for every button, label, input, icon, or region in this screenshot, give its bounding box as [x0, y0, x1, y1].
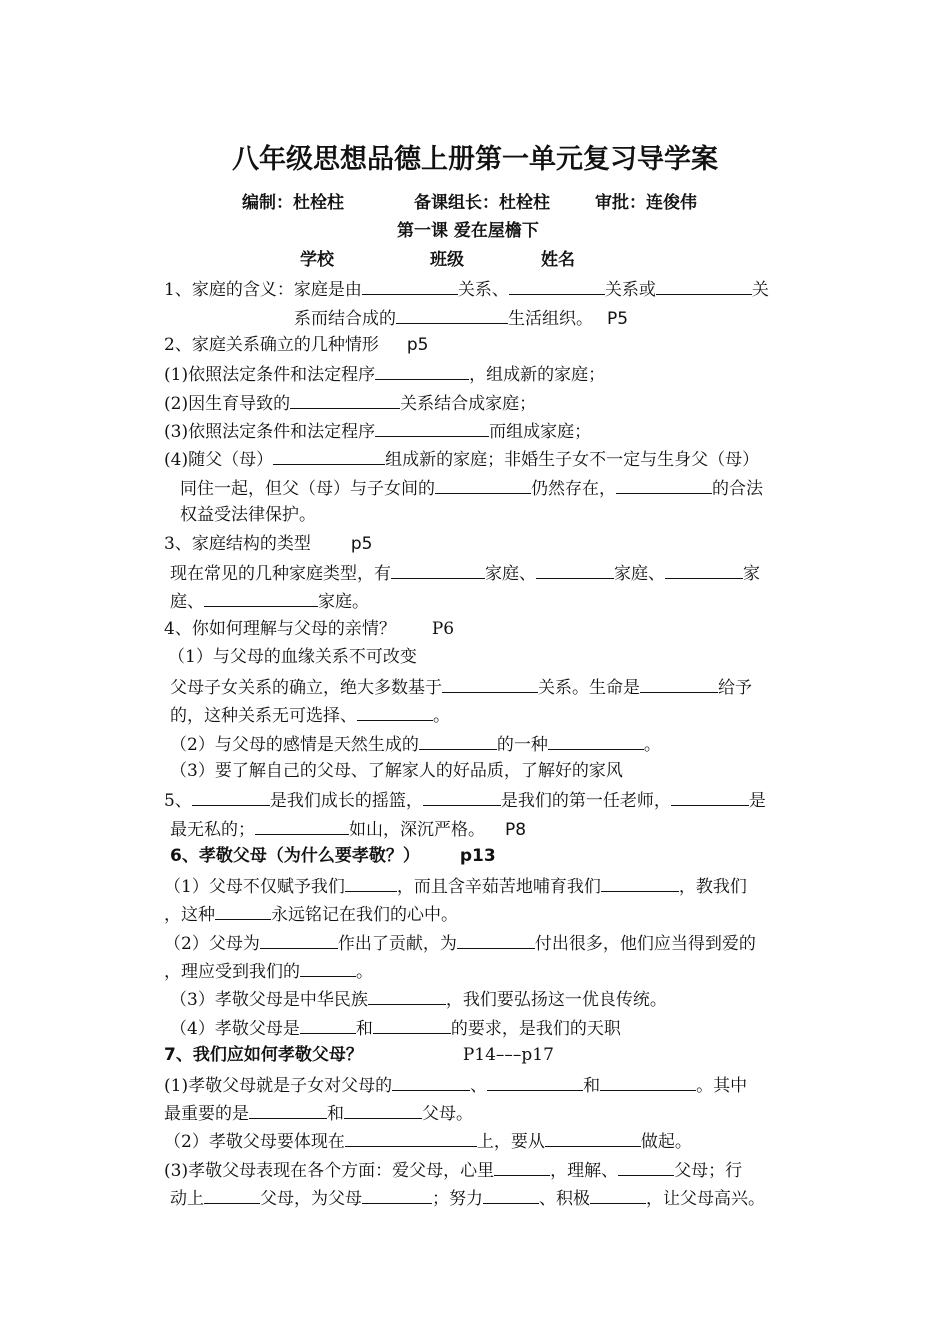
blank[interactable]	[391, 561, 485, 579]
q7-item3-line2: 动上 父母，为父母 ；努力 、积极 ，让父母高兴。	[170, 1186, 765, 1210]
blank[interactable]	[536, 561, 614, 579]
blank[interactable]	[290, 391, 400, 409]
q2-item1: (1)依照法定条件和法定程序 ，组成新的家庭；	[164, 362, 605, 386]
author-approver: 审批：连俊伟	[595, 193, 697, 213]
blank[interactable]	[373, 1016, 451, 1034]
blank[interactable]	[618, 1158, 674, 1176]
blank[interactable]	[419, 732, 497, 750]
blank[interactable]	[204, 589, 318, 607]
q3-line2: 庭、 家庭。	[170, 589, 369, 613]
blank[interactable]	[442, 675, 538, 693]
blank[interactable]	[435, 476, 531, 494]
q1-line1: 1、家庭的含义：家庭是由 关系、 关系或 关	[164, 277, 769, 301]
q2-item4-line3: 权益受法律保护。	[180, 505, 316, 525]
blank[interactable]	[344, 1101, 422, 1119]
blank[interactable]	[204, 1186, 260, 1204]
q5-line1: 5、 是我们成长的摇篮， 是我们的第一任老师， 是	[164, 788, 766, 812]
q3-heading: 3、家庭结构的类型 p5	[164, 534, 373, 554]
author-editor: 编制：杜栓柱	[242, 193, 344, 213]
blank[interactable]	[300, 959, 356, 977]
q2-item3: (3)依照法定条件和法定程序 而组成家庭；	[164, 419, 591, 443]
q6-item4: （4）孝敬父母是 和 的要求，是我们的天职	[170, 1016, 621, 1040]
blank[interactable]	[509, 277, 605, 295]
blank[interactable]	[396, 306, 508, 324]
blank[interactable]	[548, 732, 644, 750]
blank[interactable]	[345, 874, 397, 892]
blank[interactable]	[545, 1129, 641, 1147]
blank[interactable]	[362, 277, 458, 295]
blank[interactable]	[616, 476, 712, 494]
blank[interactable]	[215, 902, 271, 920]
blank[interactable]	[487, 1073, 583, 1091]
q4-sub1-line2: 的，这种关系无可选择、 。	[170, 703, 450, 727]
q7-item3-line1: (3)孝敬父母表现在各个方面：爱父母，心里 ，理解、 父母；行	[164, 1158, 742, 1182]
blank[interactable]	[249, 1101, 327, 1119]
q4-sub1: （1）与父母的血缘关系不可改变	[168, 647, 417, 667]
blank[interactable]	[357, 703, 433, 721]
q2-item4-line1: (4)随父（母） 组成新的家庭；非婚生子女不一定与生身父（母）	[164, 447, 759, 471]
blank[interactable]	[362, 1186, 432, 1204]
q6-item1-line1: （1）父母不仅赋予我们 ，而且含辛茹苦地哺育我们 ，教我们	[164, 874, 747, 898]
blank[interactable]	[375, 362, 469, 380]
q4-heading: 4、你如何理解与父母的亲情？ P6	[164, 619, 455, 639]
blank[interactable]	[273, 447, 385, 465]
q6-item3: （3）孝敬父母是中华民族 ，我们要弘扬这一优良传统。	[170, 987, 667, 1011]
q6-item2-line2: ，理应受到我们的 。	[164, 959, 373, 983]
q2-item4-line2: 同住一起，但父（母）与子女间的 仍然存在， 的合法	[180, 476, 763, 500]
q3-line1: 现在常见的几种家庭类型，有 家庭、 家庭、 家	[170, 561, 760, 585]
blank[interactable]	[483, 1186, 539, 1204]
q4-sub2: （2）与父母的感情是天然生成的 的一种 。	[170, 732, 661, 756]
blank[interactable]	[368, 987, 446, 1005]
blank[interactable]	[300, 1016, 356, 1034]
q1-line2: 系而结合成的 生活组织。 P5	[294, 306, 628, 330]
blank[interactable]	[640, 675, 718, 693]
blank[interactable]	[345, 1129, 477, 1147]
author-leader: 备课组长：杜栓柱	[414, 193, 550, 213]
blank[interactable]	[192, 788, 270, 806]
q4-sub3: （3）要了解自己的父母、了解家人的好品质，了解好的家风	[170, 761, 623, 781]
q4-sub1-line1: 父母子女关系的确立，绝大多数基于 关系。生命是 给予	[170, 675, 752, 699]
blank[interactable]	[375, 419, 489, 437]
q7-item2: （2）孝敬父母要体现在 上，要从 做起。	[164, 1129, 692, 1153]
field-school: 学校	[300, 250, 334, 270]
blank[interactable]	[255, 817, 349, 835]
blank[interactable]	[260, 931, 338, 949]
q2-heading: 2、家庭关系确立的几种情形 p5	[164, 335, 429, 355]
q7-item1-line2: 最重要的是 和 父母。	[164, 1101, 473, 1125]
q7-item1-line1: (1)孝敬父母就是子女对父母的 、 和 。其中	[164, 1073, 747, 1097]
blank[interactable]	[671, 788, 749, 806]
q6-item2-line1: （2）父母为 作出了贡献，为 付出很多，他们应当得到爱的	[164, 931, 756, 955]
blank[interactable]	[423, 788, 501, 806]
blank[interactable]	[656, 277, 752, 295]
q6-item1-line2: ，这种 永远铭记在我们的心中。	[164, 902, 458, 926]
field-name: 姓名	[541, 250, 575, 270]
blank[interactable]	[600, 1073, 696, 1091]
field-class: 班级	[430, 250, 464, 270]
q2-item2: (2)因生育导致的 关系结合成家庭；	[164, 391, 536, 415]
blank[interactable]	[590, 1186, 646, 1204]
blank[interactable]	[494, 1158, 550, 1176]
blank[interactable]	[392, 1073, 470, 1091]
q6-heading: 6、孝敬父母（为什么要孝敬？） p13	[170, 846, 496, 866]
page-title: 八年级思想品德上册第一单元复习导学案	[232, 144, 718, 175]
blank[interactable]	[457, 931, 535, 949]
lesson-title: 第一课 爱在屋檐下	[397, 221, 539, 241]
blank[interactable]	[601, 874, 679, 892]
q7-heading: 7、我们应如何孝敬父母？ P14–––p17	[164, 1045, 554, 1065]
blank[interactable]	[665, 561, 743, 579]
q5-line2: 最无私的； 如山，深沉严格。 P8	[170, 817, 526, 841]
